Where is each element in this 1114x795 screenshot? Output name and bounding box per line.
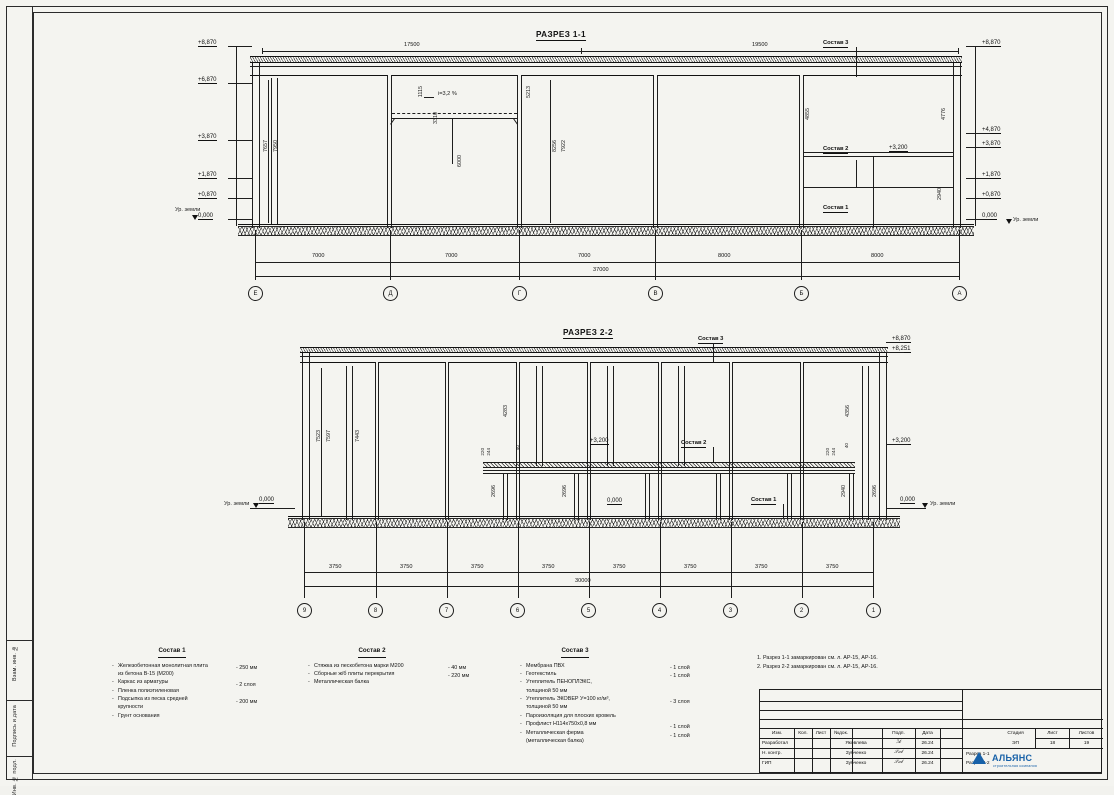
strip-divider: [7, 700, 33, 701]
level-ext-line-left: [236, 46, 237, 226]
legend3-item-8: Металлическая ферма: [526, 729, 584, 736]
s2-dim-2940: 2940: [841, 485, 847, 497]
s2-support-post: [507, 473, 508, 520]
legend-sostav1: Состав 1 - Железобетонная монолитная плита из бетона В-15 (М200) - Каркас из арматуры - Пленка полиэтиленовая - Подсыпка из песка средней крупности - Грунт основания: [112, 647, 208, 719]
s2-column-2: [800, 362, 804, 520]
dim-3310: 3310: [433, 112, 439, 124]
axis-bubble-B[interactable]: Б: [794, 286, 809, 301]
section1-top-dim-1: 17500: [404, 42, 420, 48]
s2-ground-label-right: Ур. земли: [930, 501, 956, 507]
s2-roof-assembly: [300, 347, 888, 353]
section2-title: РАЗРЕЗ 2-2: [563, 328, 613, 337]
level-tick: [966, 133, 990, 134]
section1-tag-sostav2: Состав 2: [823, 146, 849, 152]
legend1-item-4: Подсыпка из песка средней: [118, 696, 188, 703]
truss-line: [392, 118, 517, 119]
leader-line: [856, 160, 857, 187]
s2-post: [542, 366, 543, 466]
truss-vertical: [452, 118, 453, 164]
dim-tick: [581, 48, 582, 54]
legend3-value-3: - 1 слой: [670, 724, 690, 731]
s1-level-left-5: +0,870: [198, 192, 217, 198]
column-axis-D: [387, 75, 392, 228]
dim-2940: 2940: [937, 188, 943, 200]
level-triangle: [922, 503, 928, 508]
stamp-header-list: Лист: [815, 730, 827, 736]
dim-tick: [802, 569, 803, 575]
left-margin-strip: [7, 7, 33, 779]
section1-top-dim-line: [262, 51, 959, 52]
legend-sostav3: Состав 3 - Мембрана ПВХ - Геотекстиль - Утеплитель ПЕНОПЛЭКС, толщиной 50 мм - Утеплитель ЭКОВЕР У=100 кг/м³, толщиной 50 мм - Пароизоляция для плоских кровель - Профлист Н114х750х0,8 мм - Металлическая ферма (металлическая балка): [520, 647, 616, 744]
wall-right-inner: [953, 63, 954, 228]
s2-dim-3: 3750: [471, 564, 484, 570]
level-triangle: [1006, 219, 1012, 224]
s2-dim-1: 3750: [329, 564, 342, 570]
legend3-item-9: (металлическая балка): [526, 737, 584, 744]
axis-line: [959, 230, 960, 280]
dim-tick: [873, 569, 874, 575]
s2-support-post: [853, 473, 854, 520]
legend1-item-3: Пленка полиэтиленовая: [118, 687, 179, 694]
s2-wall-right-outer: [886, 353, 887, 520]
strip-divider: [7, 640, 33, 641]
leader-line: [783, 504, 784, 518]
stamp-header-izm: Изм.: [771, 730, 783, 736]
s2-dim-244-b: 244: [831, 448, 836, 456]
section1-level-3200: +3,200: [889, 145, 908, 151]
legend3-item-7: Профлист Н114х750х0,8 мм: [526, 721, 597, 728]
s2-column-6: [516, 362, 520, 520]
dim-tick: [873, 583, 874, 589]
s2-mezzanine-slab: [483, 462, 855, 468]
s2-support-post: [645, 473, 646, 520]
interior-wall-line: [804, 187, 954, 188]
axis-line: [801, 230, 802, 280]
section1-top-dim-2: 19500: [752, 42, 768, 48]
section1-title: РАЗРЕЗ 1-1: [536, 30, 586, 39]
legend2-item-1: Сборные ж/б плиты перекрытия: [314, 670, 395, 677]
wall-left-inner: [259, 63, 260, 228]
dim-5213: 5213: [526, 86, 532, 98]
dim-tick: [262, 48, 263, 54]
axis-line: [255, 230, 256, 280]
section1-tag-sostav3: Состав 3: [823, 40, 849, 46]
s1-level-right-1: +8,870: [982, 40, 1001, 46]
s2-dim-6: 3750: [684, 564, 697, 570]
axis-bubble-V[interactable]: В: [648, 286, 663, 301]
legend1-value-2: - 200 мм: [236, 698, 258, 705]
section2-tag-sostav2: Состав 2: [681, 440, 707, 446]
s2-ground-label-left: Ур. земли: [224, 501, 250, 507]
axis-bubble-A[interactable]: А: [952, 286, 967, 301]
dim-7922: 7922: [561, 140, 567, 152]
s2-dim-2696-b: 2696: [562, 485, 568, 497]
note-line-2: 2. Разрез 2-2 замаркирован см. л. АР-15, АР-16.: [757, 664, 878, 671]
s2-level-right-4: 0,000: [900, 497, 916, 503]
section2-tag-sostav1: Состав 1: [751, 497, 777, 503]
s2-dim-220-b: 220: [825, 448, 830, 456]
axis-bubble-9[interactable]: 9: [297, 603, 312, 618]
slope-mark: [424, 97, 434, 98]
s2-support-post: [649, 473, 650, 520]
column-axis-G: [517, 75, 522, 228]
legend2-value-0: - 40 мм: [448, 665, 467, 671]
legend3-value-4: - 1 слой: [670, 732, 690, 739]
stamp-role-2: ГИП: [762, 760, 772, 766]
s2-wall-right-inner: [879, 353, 880, 520]
strip-label-signature: Подпись и дата: [12, 705, 18, 747]
s2-level-right-3: +3,200: [892, 438, 911, 444]
s2-wall-left-inner: [309, 353, 310, 520]
s2-dim-5: 3750: [613, 564, 626, 570]
s2-column-4: [658, 362, 662, 520]
legend-sostav1-title: Состав 1: [158, 646, 185, 658]
legend1-item-0: Железобетонная монолитная плита: [118, 662, 208, 669]
s2-column-7: [445, 362, 449, 520]
level-ext-line-right: [975, 46, 976, 226]
company-logo-sub: строительная компания: [993, 764, 1037, 768]
s2-dim-40-b: 40: [844, 443, 849, 449]
axis-bubble-6[interactable]: 6: [510, 603, 525, 618]
legend3-item-1: Геотекстиль: [526, 670, 557, 677]
legend1-item-6: Грунт основания: [118, 712, 160, 719]
strip-label-interchange: Взам. инв. №: [12, 645, 18, 682]
stamp-role-1: Н. контр.: [762, 750, 782, 756]
level-tick: [886, 508, 926, 509]
legend1-values: [236, 664, 257, 706]
s2-post: [346, 366, 347, 520]
s1-dim-chain: [255, 262, 960, 263]
dim-tick: [447, 569, 448, 575]
dim-tick: [958, 48, 959, 54]
mezzanine-slab-bottom: [804, 156, 954, 157]
s2-post: [607, 366, 608, 466]
s2-dim-7523: 7523: [316, 430, 322, 442]
level-tick: [228, 140, 252, 141]
legend2-item-2: Металлическая балка: [314, 679, 370, 686]
s1-level-left-3: +3,870: [198, 134, 217, 140]
wall-right-outer: [960, 63, 961, 228]
dim-tick: [304, 569, 305, 575]
s2-floor-slab: [288, 516, 900, 517]
axis-bubble-1[interactable]: 1: [866, 603, 881, 618]
general-notes: [757, 654, 987, 672]
s2-dim-4: 3750: [542, 564, 555, 570]
section1-tag-sostav1: Состав 1: [823, 205, 849, 211]
s2-roof-line: [300, 356, 888, 357]
s1-level-left-2: +6,870: [198, 77, 217, 83]
legend1-item-1: из бетона В-15 (М200): [118, 670, 174, 677]
s2-level-right-2: +8,251: [892, 346, 911, 352]
s1-level-right-3: +3,870: [982, 141, 1001, 147]
dim-6000: 6000: [457, 155, 463, 167]
axis-line: [519, 230, 520, 280]
wall-left-outer: [252, 63, 253, 228]
s2-dim-7443: 7443: [355, 430, 361, 442]
stamp-header-sheet: Лист: [1047, 730, 1058, 736]
s2-dim-40-a: 40: [515, 445, 520, 451]
level-tick: [966, 178, 990, 179]
s1-dim-1: 7000: [312, 253, 325, 259]
title-block: [759, 689, 1102, 773]
dim-tick: [376, 569, 377, 575]
stamp-sign-2: 𝒮𝓊𝒷: [894, 760, 903, 766]
stamp-drawing-title-2: Разрез 2-2: [966, 761, 990, 767]
strip-label-inventory: Инв. № подл.: [12, 759, 18, 795]
legend3-value-2: - 3 слоя: [670, 698, 690, 705]
s1-level-left-4: +1,870: [198, 172, 217, 178]
legend3-value-1: - 1 слой: [670, 673, 690, 680]
s1-level-left-6: 0,000: [198, 213, 214, 219]
s1-level-right-5: +0,870: [982, 192, 1001, 198]
s2-dim-2696-a: 2696: [491, 485, 497, 497]
company-logo-icon: [972, 752, 986, 764]
dim-4855: 4855: [805, 108, 811, 120]
s2-beam-line: [483, 473, 855, 474]
dim-1115: 1115: [418, 86, 424, 98]
s1-ground-label-left: Ур. земли: [175, 207, 201, 213]
s2-dim-7597: 7597: [326, 430, 332, 442]
stamp-date-1: 26.24: [921, 750, 934, 756]
dim-ext-line: [550, 80, 551, 223]
level-tick: [966, 147, 990, 148]
s2-support-post: [574, 473, 575, 520]
stamp-date-2: 26.24: [921, 760, 934, 766]
leader-dot: [856, 47, 857, 49]
legend3-item-2: Утеплитель ПЕНОПЛЭКС,: [526, 679, 592, 686]
level-tick: [966, 198, 990, 199]
s2-post: [536, 366, 537, 466]
legend3-item-4: Утеплитель ЭКОВЕР У=100 кг/м³,: [526, 696, 610, 703]
s2-column-3: [729, 362, 733, 520]
stamp-role-0: Разработал: [762, 740, 789, 746]
s1-level-right-4: +1,870: [982, 172, 1001, 178]
axis-bubble-E[interactable]: Е: [248, 286, 263, 301]
legend2-value-1: - 220 мм: [448, 673, 470, 680]
s2-post: [868, 366, 869, 520]
level-triangle: [253, 503, 259, 508]
stamp-value-sheets: 19: [1083, 740, 1090, 746]
s2-support-post: [849, 473, 850, 520]
level-tick: [228, 46, 252, 47]
level-tick: [228, 83, 252, 84]
stamp-name-0: Яковлева: [845, 740, 867, 746]
legend-sostav2: Состав 2 - Стяжка из пескобетона марки М200 - Сборные ж/б плиты перекрытия - Металлическая балка: [308, 647, 404, 686]
interior-post: [271, 78, 272, 224]
legend2-values: [448, 664, 469, 681]
level-tick: [886, 444, 908, 445]
s2-slab-soffit: [483, 470, 855, 471]
grid-line: [962, 748, 1103, 749]
interior-partition: [873, 156, 874, 228]
stamp-value-stage: ЭП: [1012, 740, 1019, 746]
grid-line: [760, 710, 962, 711]
s2-dim-7: 3750: [755, 564, 768, 570]
s2-level-inner-3200: +3,200: [590, 438, 609, 444]
stamp-header-sheets: Листов: [1078, 730, 1095, 736]
legend3-item-6: Пароизоляция для плоских кровель: [526, 712, 616, 719]
legend3-item-5: толщиной 50 мм: [526, 704, 568, 711]
leader-line: [713, 447, 714, 463]
s2-dim-2: 3750: [400, 564, 413, 570]
legend3-item-3: толщиной 50 мм: [526, 687, 568, 694]
s1-dim-5: 8000: [871, 253, 884, 259]
s2-support-post: [578, 473, 579, 520]
dim-8256: 8256: [552, 140, 558, 152]
level-tick: [886, 342, 904, 343]
stamp-sign-0: ℐ𝓀: [896, 740, 901, 746]
axis-line: [390, 230, 391, 280]
stamp-header-ndok: №док.: [833, 730, 849, 736]
stamp-header-kol: Кол.: [798, 730, 808, 736]
grid-line: [962, 690, 963, 774]
s1-ground-label-right: Ур. земли: [1013, 217, 1039, 223]
stamp-drawing-title-1: Разрез 1-1: [966, 752, 990, 758]
s2-dim-total-line: [304, 586, 873, 587]
axis-bubble-5[interactable]: 5: [581, 603, 596, 618]
s2-post: [684, 366, 685, 466]
dim-tick: [589, 569, 590, 575]
s1-dim-total-line: [255, 276, 960, 277]
legend-sostav2-title: Состав 2: [358, 646, 385, 658]
truss-bottom-chord: [392, 113, 517, 114]
s2-dim-2696-c: 2696: [872, 485, 878, 497]
dim-7950: 7950: [273, 140, 279, 152]
level-line: [250, 508, 295, 509]
dim-tick: [304, 583, 305, 589]
strip-divider: [7, 756, 33, 757]
s2-dim-244-a: 244: [486, 448, 491, 456]
s1-level-right-2: +4,870: [982, 127, 1001, 133]
legend1-value-0: - 250 мм: [236, 665, 258, 671]
s2-support-post: [787, 473, 788, 520]
axis-bubble-7[interactable]: 7: [439, 603, 454, 618]
s2-dim-220-a: 220: [480, 448, 485, 456]
axis-bubble-8[interactable]: 8: [368, 603, 383, 618]
level-tick: [966, 46, 990, 47]
s2-dim-8: 3750: [826, 564, 839, 570]
s2-dim-ext: [321, 368, 322, 516]
s2-post: [613, 366, 614, 466]
legend2-item-0: Стяжка из пескобетона марки М200: [314, 662, 404, 669]
level-tick: [228, 219, 252, 220]
s2-ground-fill: [288, 518, 900, 528]
dim-tick: [660, 569, 661, 575]
stamp-name-1: Зубченко: [845, 750, 867, 756]
dim-tick: [731, 569, 732, 575]
s2-post: [862, 366, 863, 520]
legend3-values: [670, 664, 690, 740]
legend-sostav3-title: Состав 3: [561, 646, 588, 658]
s2-dim-4356: 4356: [845, 405, 851, 417]
level-tick: [228, 178, 252, 179]
level-tick: [228, 198, 252, 199]
legend3-value-0: - 1 слой: [670, 665, 690, 671]
s1-dim-4: 8000: [718, 253, 731, 259]
level-tick: [886, 352, 904, 353]
s2-post: [678, 366, 679, 466]
s2-dim-total: 30000: [575, 578, 591, 584]
s1-dim-3: 7000: [578, 253, 591, 259]
legend1-value-1: - 2 слоя: [236, 681, 256, 688]
axis-bubble-2[interactable]: 2: [794, 603, 809, 618]
s2-level-inner-0000: 0,000: [607, 498, 623, 504]
grid-line: [760, 701, 962, 702]
floor-slab-line: [238, 224, 974, 225]
roof-slope-label: i=3,2 %: [438, 91, 457, 97]
axis-bubble-G[interactable]: Г: [512, 286, 527, 301]
stamp-header-data: Дата: [922, 730, 933, 736]
s2-dim-4283: 4283: [503, 405, 509, 417]
leader-line: [856, 47, 857, 77]
s2-post: [352, 366, 353, 520]
s2-support-post: [716, 473, 717, 520]
s2-support-post: [791, 473, 792, 520]
section2-tag-sostav3: Состав 3: [698, 336, 724, 342]
s2-wall-left-outer: [302, 353, 303, 520]
dim-7657: 7657: [263, 140, 269, 152]
grid-line: [760, 719, 1103, 720]
axis-bubble-3[interactable]: 3: [723, 603, 738, 618]
axis-bubble-4[interactable]: 4: [652, 603, 667, 618]
note-line-1: 1. Разрез 1-1 замаркирован см. л. АР-15, АР-16.: [757, 655, 878, 661]
axis-line: [655, 230, 656, 280]
stamp-name-2: Зубченко: [845, 760, 867, 766]
stamp-value-sheet: 18: [1049, 740, 1056, 746]
level-triangle: [192, 215, 198, 220]
s1-level-left-1: +8,870: [198, 40, 217, 46]
dim-4776: 4776: [941, 108, 947, 120]
column-axis-V: [653, 75, 658, 228]
grid-line: [940, 728, 941, 774]
s2-support-post: [503, 473, 504, 520]
stamp-sign-1: 𝒮𝓊𝒷: [894, 750, 903, 756]
s2-column-8: [375, 362, 379, 520]
s1-dim-2: 7000: [445, 253, 458, 259]
legend3-item-0: Мембрана ПВХ: [526, 662, 565, 669]
stamp-header-podp: Подп.: [892, 730, 905, 736]
s1-dim-total: 37000: [593, 267, 609, 273]
stamp-date-0: 26.24: [921, 740, 934, 746]
stamp-header-stage: Стадия: [1007, 730, 1024, 736]
legend1-item-2: Каркас из арматуры: [118, 679, 169, 686]
s2-level-right-1: +8,870: [892, 336, 911, 342]
legend1-item-5: крупности: [118, 704, 144, 711]
s2-support-post: [720, 473, 721, 520]
axis-bubble-D[interactable]: Д: [383, 286, 398, 301]
company-logo-name: АЛЬЯНС: [992, 753, 1033, 763]
level-tick: [966, 219, 990, 220]
s1-level-right-6: 0,000: [982, 213, 998, 219]
dim-tick: [518, 569, 519, 575]
s2-level-left-0000: 0,000: [259, 497, 275, 503]
ground-fill: [238, 226, 974, 236]
leader-line: [713, 343, 714, 363]
